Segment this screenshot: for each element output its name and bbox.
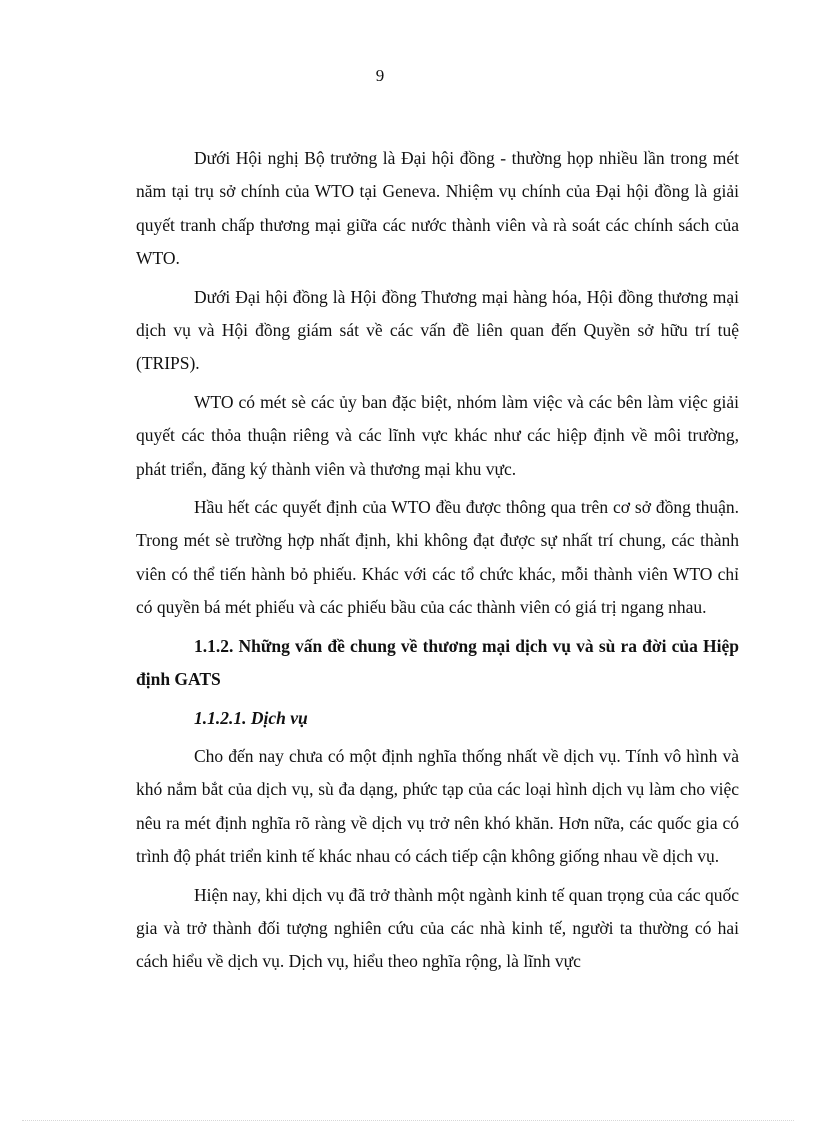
paragraph-service-definition: Cho đến nay chưa có một định nghĩa thống nhất về dịch vụ. Tính vô hình và khó nắm bắt của dịch vụ, sù đa dạng, phức tạp của các loại hình dịch vụ làm cho việc nêu ra mét định nghĩa rõ ràng về dịch vụ trở nên khó khăn. Hơn nữa, các quốc gia có trình độ phát triển kinh tế khác nhau có cách tiếp cận không giống nhau về dịch vụ.	[136, 745, 739, 867]
page-number: 9	[375, 66, 385, 85]
paragraph-service-understanding: Hiện nay, khi dịch vụ đã trở thành một ngành kinh tế quan trọng của các quốc gia và trở thành đối tượng nghiên cứu của các nhà kinh tế, người ta thường có hai cách hiểu về dịch vụ. Dịch vụ, hiểu theo nghĩa rộng, là lĩnh vực	[136, 884, 739, 972]
paragraph-committees: WTO có mét sè các ủy ban đặc biệt, nhóm làm việc và các bên làm việc giải quyết các thỏa thuận riêng và các lĩnh vực khác như các hiệp định về môi trường, phát triển, đăng ký thành viên và thương mại khu vực.	[136, 391, 739, 479]
subsection-heading: 1.1.2.1. Dịch vụ	[194, 707, 308, 728]
paragraph-decisions: Hầu hết các quyết định của WTO đều được thông qua trên cơ sở đồng thuận. Trong mét sè trường hợp nhất định, khi không đạt được sự nhất trí chung, các thành viên có thể tiến hành bỏ phiếu. Khác với các tổ chức khác, mỗi thành viên WTO chỉ có quyền bá mét phiếu và các phiếu bầu của các thành viên có giá trị ngang nhau.	[136, 497, 739, 618]
paragraph-councils: Dưới Đại hội đồng là Hội đồng Thương mại hàng hóa, Hội đồng thương mại dịch vụ và Hội đồng giám sát về các vấn đề liên quan đến Quyền sở hữu trí tuệ (TRIPS).	[136, 286, 739, 374]
page-body	[136, 142, 739, 984]
paragraph-general-council: Dưới Hội nghị Bộ trưởng là Đại hội đồng - thường họp nhiều lần trong mét năm tại trụ sở chính của WTO tại Geneva. Nhiệm vụ chính của Đại hội đồng là giải quyết tranh chấp thương mại giữa các nước thành viên và rà soát các chính sách của WTO.	[136, 148, 739, 269]
page-bottom-rule	[22, 1120, 794, 1121]
section-heading: 1.1.2. Những vấn đề chung về thương mại dịch vụ và sù ra đời của Hiệp định GATS	[136, 635, 739, 690]
